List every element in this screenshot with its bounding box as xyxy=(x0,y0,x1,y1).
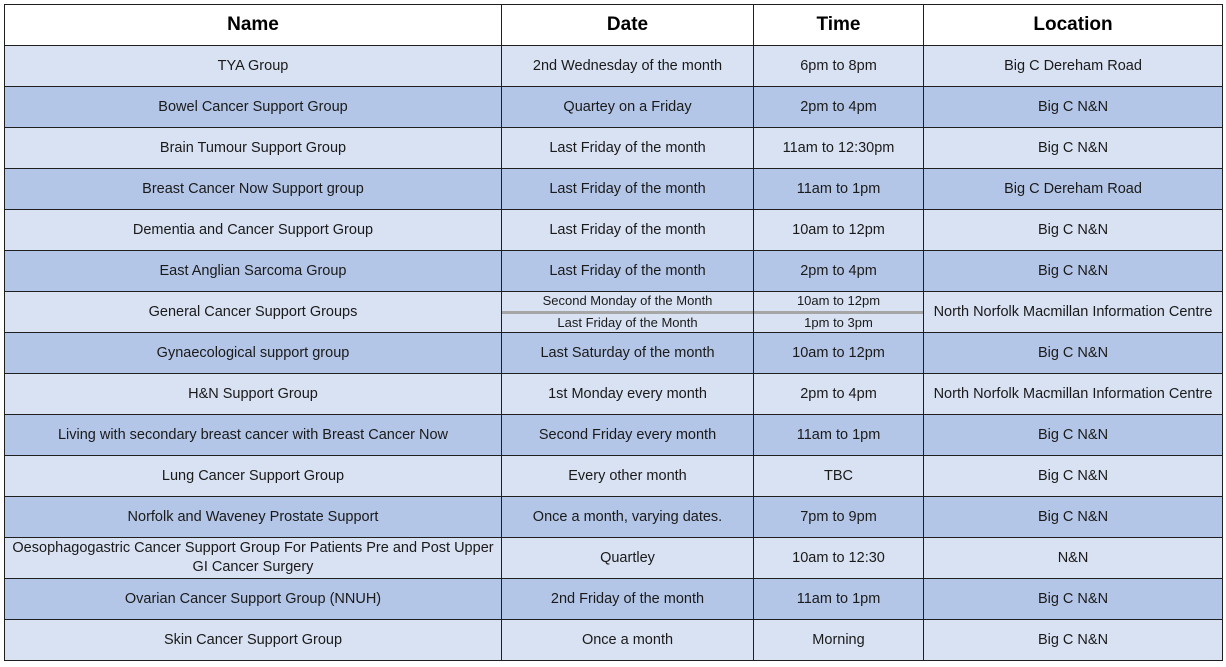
cell-name: General Cancer Support Groups xyxy=(5,292,502,333)
table-row xyxy=(5,497,1223,538)
cell-name: Gynaecological support group xyxy=(5,333,502,374)
cell-time: 11am to 1pm xyxy=(754,169,924,210)
table-row xyxy=(5,87,1223,128)
support-groups-table-container xyxy=(4,4,1222,661)
table-row xyxy=(5,169,1223,210)
cell-date-first: Second Monday of the Month xyxy=(502,292,753,314)
cell-location: Big C N&N xyxy=(924,87,1223,128)
cell-location: Big C N&N xyxy=(924,620,1223,661)
cell-time: 11am to 1pm xyxy=(754,579,924,620)
table-row xyxy=(5,128,1223,169)
cell-time: 10am to 12pm xyxy=(754,333,924,374)
cell-location: Big C Dereham Road xyxy=(924,46,1223,87)
cell-name: Norfolk and Waveney Prostate Support xyxy=(5,497,502,538)
header-time: Time xyxy=(754,5,924,46)
cell-location: Big C N&N xyxy=(924,251,1223,292)
table-row xyxy=(5,251,1223,292)
cell-location: North Norfolk Macmillan Information Centre xyxy=(924,374,1223,415)
cell-time: Morning xyxy=(754,620,924,661)
cell-time: 7pm to 9pm xyxy=(754,497,924,538)
cell-name: H&N Support Group xyxy=(5,374,502,415)
cell-date: Once a month, varying dates. xyxy=(502,497,754,538)
cell-location: Big C N&N xyxy=(924,579,1223,620)
header-date: Date xyxy=(502,5,754,46)
table-row xyxy=(5,579,1223,620)
table-row xyxy=(5,620,1223,661)
cell-location: Big C N&N xyxy=(924,128,1223,169)
cell-date: Quartey on a Friday xyxy=(502,87,754,128)
cell-time: 6pm to 8pm xyxy=(754,46,924,87)
cell-location: North Norfolk Macmillan Information Centre xyxy=(924,292,1223,333)
cell-date: Last Friday of the month xyxy=(502,128,754,169)
support-groups-table xyxy=(4,4,1223,661)
cell-name: Brain Tumour Support Group xyxy=(5,128,502,169)
cell-time: 11am to 1pm xyxy=(754,415,924,456)
cell-location: Big C N&N xyxy=(924,210,1223,251)
cell-date: 1st Monday every month xyxy=(502,374,754,415)
header-name: Name xyxy=(5,5,502,46)
cell-location: Big C N&N xyxy=(924,415,1223,456)
cell-name: Bowel Cancer Support Group xyxy=(5,87,502,128)
table-row xyxy=(5,46,1223,87)
cell-time: 10am to 12pm xyxy=(754,210,924,251)
cell-location: N&N xyxy=(924,538,1223,579)
table-row xyxy=(5,210,1223,251)
cell-name: TYA Group xyxy=(5,46,502,87)
table-row xyxy=(5,292,1223,333)
cell-date: Last Saturday of the month xyxy=(502,333,754,374)
table-row xyxy=(5,333,1223,374)
cell-date: Last Friday of the month xyxy=(502,210,754,251)
cell-location: Big C N&N xyxy=(924,497,1223,538)
cell-location: Big C N&N xyxy=(924,456,1223,497)
cell-time-first: 10am to 12pm xyxy=(754,292,923,314)
cell-time-split xyxy=(754,292,924,333)
cell-time: 2pm to 4pm xyxy=(754,87,924,128)
cell-date: Last Friday of the month xyxy=(502,251,754,292)
cell-time: 11am to 12:30pm xyxy=(754,128,924,169)
cell-date: Once a month xyxy=(502,620,754,661)
header-row xyxy=(5,5,1223,46)
cell-name: Lung Cancer Support Group xyxy=(5,456,502,497)
cell-date: Every other month xyxy=(502,456,754,497)
cell-date: Quartley xyxy=(502,538,754,579)
header-location: Location xyxy=(924,5,1223,46)
cell-name: Breast Cancer Now Support group xyxy=(5,169,502,210)
table-row xyxy=(5,374,1223,415)
cell-name: Oesophagogastric Cancer Support Group For Patients Pre and Post Upper GI Cancer Surgery xyxy=(5,538,502,579)
cell-name: Skin Cancer Support Group xyxy=(5,620,502,661)
cell-time: 2pm to 4pm xyxy=(754,374,924,415)
cell-date: 2nd Friday of the month xyxy=(502,579,754,620)
cell-name: Living with secondary breast cancer with Breast Cancer Now xyxy=(5,415,502,456)
cell-date-second: Last Friday of the Month xyxy=(557,314,698,330)
cell-time: 10am to 12:30 xyxy=(754,538,924,579)
cell-name: Dementia and Cancer Support Group xyxy=(5,210,502,251)
cell-date: Second Friday every month xyxy=(502,415,754,456)
cell-name: Ovarian Cancer Support Group (NNUH) xyxy=(5,579,502,620)
cell-time: 2pm to 4pm xyxy=(754,251,924,292)
cell-time-second: 1pm to 3pm xyxy=(804,314,873,330)
table-row xyxy=(5,415,1223,456)
cell-location: Big C Dereham Road xyxy=(924,169,1223,210)
cell-date-split xyxy=(502,292,754,333)
table-row xyxy=(5,538,1223,579)
cell-name: East Anglian Sarcoma Group xyxy=(5,251,502,292)
table-row xyxy=(5,456,1223,497)
cell-date: Last Friday of the month xyxy=(502,169,754,210)
cell-location: Big C N&N xyxy=(924,333,1223,374)
cell-time: TBC xyxy=(754,456,924,497)
cell-date: 2nd Wednesday of the month xyxy=(502,46,754,87)
